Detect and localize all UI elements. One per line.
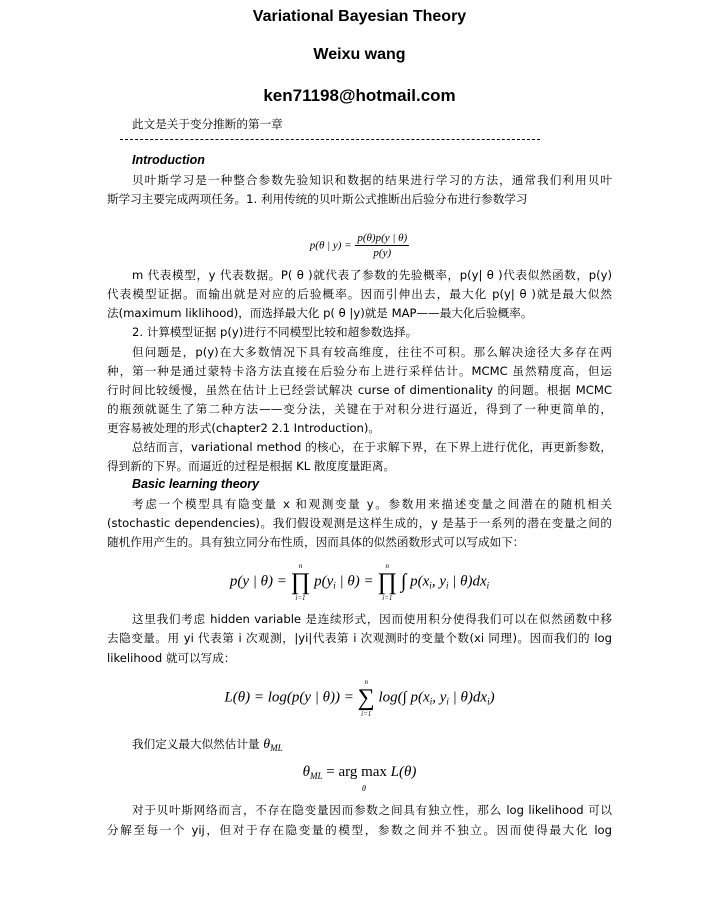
eq3-subscript: i	[487, 696, 490, 707]
product-lower-limit: i=1	[295, 594, 306, 602]
eq2-subscript: i	[445, 580, 449, 591]
body-line: 代表模型证据。而输出就是对应的后验概率。因而引伸出去，最大化 p(y| θ )就是最大似然	[107, 287, 612, 301]
paper-title: Variational Bayesian Theory	[252, 8, 467, 25]
eq3-body-4: )	[489, 689, 495, 706]
body-line: 得到新的下界。而逼近的过程是根据 KL 散度度量距离。	[107, 459, 396, 473]
ml-symbol: θ	[263, 737, 271, 752]
eq1-denominator: p(y)	[373, 247, 392, 259]
author-email: ken71198@hotmail.com	[263, 86, 456, 105]
body-line: 分解至每一个 yij，但对于存在隐变量的模型，参数之间并不独立。因而使得最大化 log	[107, 823, 612, 837]
eq2-rhs-3: | θ)dx	[448, 573, 487, 590]
product-upper-limit: n	[385, 562, 390, 570]
body-line: 考虑一个模型具有隐变量 x 和观测变量 y。参数用来描述变量之间潜在的随机相关	[132, 497, 612, 511]
section-heading-basic-learning: Basic learning theory	[132, 477, 260, 491]
eq3-body-2: , y	[432, 689, 447, 706]
body-line: 行时间比较缓慢，虽然在估计上已经尝试解决 curse of dimentionality 的问题。根据 MCMC	[107, 383, 612, 397]
eq2-rhs-2: , y	[431, 573, 446, 590]
body-line: 2. 计算模型证据 p(y)进行不同模型比较和超参数选择。	[132, 325, 418, 339]
eq1-numerator: p(θ)p(y | θ)	[357, 232, 408, 244]
ml-definition-text: 我们定义最大似然估计量	[132, 737, 260, 751]
equation-argmax	[107, 764, 612, 793]
product-operator-2: n ∏ i=1	[377, 562, 398, 602]
body-line	[107, 736, 612, 757]
body-line: likelihood 就可以写成：	[107, 651, 236, 665]
separator-line	[120, 139, 540, 141]
sum-upper-limit: n	[364, 678, 368, 686]
eq2-subscript: i	[486, 580, 490, 591]
eq3-body: log(∫ p(x	[378, 689, 430, 706]
body-line: 但问题是，p(y)在大多数情况下具有较高维度，往往不可积。那么解决途径大多存在两	[132, 345, 612, 359]
body-line: m 代表模型，y 代表数据。P( θ )就代表了参数的先验概率，p(y| θ )代表似然函数，p(y)	[132, 268, 612, 282]
body-line: 的瓶颈就诞生了第二种方法——变分法，关键在于对积分进行逼近，得到了一种更简单的，	[107, 402, 612, 416]
paper-author: Weixu wang	[313, 46, 406, 63]
body-line: 对于贝叶斯网络而言，不存在隐变量因而参数之间具有独立性，那么 log likelihood 可以	[132, 803, 612, 817]
equation-bayes	[107, 231, 612, 260]
eq2-rhs: p(x	[410, 573, 430, 590]
eq4-lhs: θ	[302, 764, 310, 780]
eq2-subscript: i	[333, 580, 336, 591]
body-line: 这里我们考虑 hidden variable 是连续形式，因而使用积分使得我们可以在似然函数中移	[132, 612, 612, 626]
section-heading-introduction: Introduction	[132, 153, 205, 167]
body-line: 更容易被处理的形式(chapter2 2.1 Introduction)。	[107, 421, 381, 435]
eq3-subscript: i	[446, 696, 449, 707]
body-line: 法(maximum liklihood)，而选择最大化 p( θ |y)就是 MAP——最大化后验概率。	[107, 306, 533, 320]
eq3-body-3: | θ)dx	[448, 689, 488, 706]
sum-lower-limit: i=1	[361, 710, 372, 718]
eq1-lhs: p(θ | y) =	[309, 239, 352, 252]
eq3-lhs: L(θ) = log(p(y | θ)) =	[224, 689, 354, 706]
intro-line: 斯学习主要完成两项任务。1. 利用传统的贝叶斯公式推断出后验分布进行参数学习	[107, 192, 528, 206]
eq1-fraction	[355, 231, 409, 260]
eq2-middle-2: | θ) =	[335, 573, 374, 590]
body-line: 总结而言，variational method 的核心，在于求解下界，在下界上进行优化，再更新参数，	[132, 440, 612, 454]
equation-log-likelihood	[107, 678, 612, 718]
eq2-subscript: i	[429, 580, 432, 591]
ml-subscript: ML	[270, 743, 283, 753]
equation-likelihood: p(y | θ) = n ∏ i=1 $p(y_i$ | θ) = n ∏ i=1 ∫ $p(x_i$, $y_i$ | $\theta)dx_i$	[229, 562, 490, 602]
eq4-rhs: L(θ)	[390, 764, 417, 780]
body-line: 种，第一种是通过蒙特卡洛方法直接在后验分布上进行采样估计。MCMC 虽然精度高，但运	[107, 364, 612, 378]
intro-line: 贝叶斯学习是一种整合参数先验知识和数据的结果进行学习的方法，通常我们利用贝叶	[132, 173, 612, 187]
eq4-argmax-underscript: θ	[362, 784, 366, 793]
intro-note: 此文是关于变分推断的第一章	[132, 117, 283, 131]
product-lower-limit: i=1	[382, 594, 393, 602]
body-line: (stochastic dependencies)。我们假设观测是这样生成的，y 是基于一系列的潜在变量之间的	[107, 516, 612, 530]
eq2-lhs: p(y | θ) =	[229, 573, 287, 590]
eq4-operator: = arg max	[322, 764, 391, 780]
body-line: 去隐变量。用 yi 代表第 i 次观测，|yi|代表第 i 次观测时的变量个数(xi 同理)。因而我们的 log	[107, 631, 612, 645]
product-operator: n ∏ i=1	[290, 562, 311, 602]
body-line: 随机作用产生的。具有独立同分布性质，因而具体的似然函数形式可以写成如下：	[107, 535, 525, 549]
eq2-middle: p(y	[314, 573, 334, 590]
sum-operator: n ∑ i=1	[357, 678, 375, 718]
eq3-subscript: i	[429, 696, 433, 707]
eq4-lhs-subscript: ML	[309, 771, 323, 781]
product-upper-limit: n	[298, 562, 303, 570]
